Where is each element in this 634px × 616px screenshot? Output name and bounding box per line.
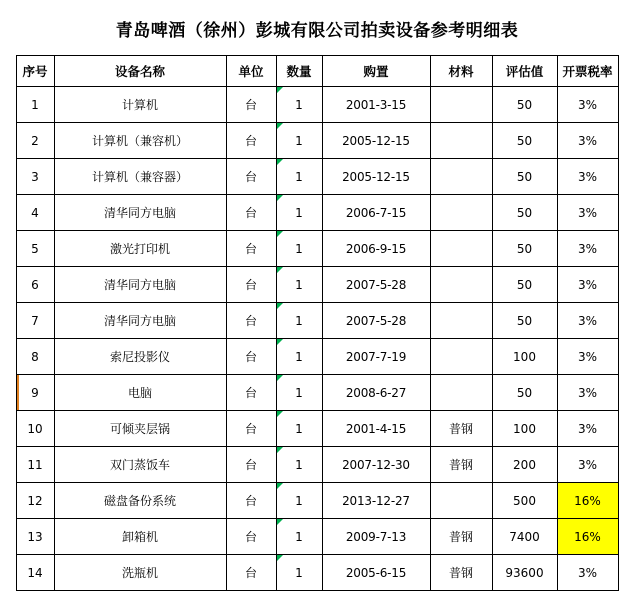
cell-seq[interactable]: 13 xyxy=(16,519,54,555)
cell-name[interactable]: 洗瓶机 xyxy=(54,555,226,591)
table-row xyxy=(16,447,618,483)
table-row xyxy=(16,339,618,375)
cell-name[interactable]: 清华同方电脑 xyxy=(54,267,226,303)
table-row xyxy=(16,375,618,411)
cell-tax[interactable]: 3% xyxy=(557,555,618,591)
cell-material[interactable] xyxy=(430,123,492,159)
cell-material[interactable] xyxy=(430,339,492,375)
cell-seq[interactable]: 9 xyxy=(16,375,54,411)
cell-value[interactable]: 50 xyxy=(492,87,557,123)
cell-tax[interactable]: 3% xyxy=(557,339,618,375)
cell-name[interactable]: 清华同方电脑 xyxy=(54,195,226,231)
cell-tax[interactable]: 3% xyxy=(557,267,618,303)
cell-tax[interactable]: 16% xyxy=(557,483,618,519)
cell-value[interactable]: 50 xyxy=(492,195,557,231)
column-header-material: 材料 xyxy=(430,56,492,87)
cell-name[interactable]: 计算机（兼容器） xyxy=(54,159,226,195)
cell-qty[interactable]: 1 xyxy=(276,303,322,339)
cell-unit[interactable]: 台 xyxy=(226,231,276,267)
cell-seq[interactable]: 1 xyxy=(16,87,54,123)
cell-date[interactable]: 2006-9-15 xyxy=(322,231,430,267)
cell-name[interactable]: 卸箱机 xyxy=(54,519,226,555)
cell-value[interactable]: 100 xyxy=(492,411,557,447)
cell-date[interactable]: 2008-6-27 xyxy=(322,375,430,411)
cell-unit[interactable]: 台 xyxy=(226,447,276,483)
cell-date[interactable]: 2009-7-13 xyxy=(322,519,430,555)
column-header-name: 设备名称 xyxy=(54,56,226,87)
table-row xyxy=(16,555,618,591)
cell-tax[interactable]: 16% xyxy=(557,519,618,555)
table-row xyxy=(16,159,618,195)
cell-unit[interactable]: 台 xyxy=(226,303,276,339)
cell-unit[interactable]: 台 xyxy=(226,123,276,159)
cell-date[interactable]: 2007-5-28 xyxy=(322,303,430,339)
cell-date[interactable]: 2007-12-30 xyxy=(322,447,430,483)
table-row xyxy=(16,303,618,339)
cell-material[interactable]: 普钢 xyxy=(430,519,492,555)
cell-value[interactable]: 100 xyxy=(492,339,557,375)
cell-material[interactable]: 普钢 xyxy=(430,411,492,447)
cell-value[interactable]: 50 xyxy=(492,123,557,159)
cell-value[interactable]: 200 xyxy=(492,447,557,483)
cell-tax[interactable]: 3% xyxy=(557,195,618,231)
cell-tax[interactable]: 3% xyxy=(557,87,618,123)
table-row xyxy=(16,411,618,447)
cell-date[interactable]: 2005-12-15 xyxy=(322,159,430,195)
cell-unit[interactable]: 台 xyxy=(226,87,276,123)
cell-seq[interactable]: 10 xyxy=(16,411,54,447)
cell-unit[interactable]: 台 xyxy=(226,555,276,591)
cell-qty[interactable]: 1 xyxy=(276,159,322,195)
table-row xyxy=(16,87,618,123)
cell-qty[interactable]: 1 xyxy=(276,123,322,159)
cell-material[interactable] xyxy=(430,159,492,195)
cell-unit[interactable]: 台 xyxy=(226,267,276,303)
table-row xyxy=(16,483,618,519)
table-row xyxy=(16,267,618,303)
cell-tax[interactable]: 3% xyxy=(557,159,618,195)
cell-material[interactable]: 普钢 xyxy=(430,447,492,483)
cell-unit[interactable]: 台 xyxy=(226,159,276,195)
cell-name[interactable]: 双门蒸饭车 xyxy=(54,447,226,483)
cell-qty[interactable]: 1 xyxy=(276,339,322,375)
cell-name[interactable]: 电脑 xyxy=(54,375,226,411)
cell-unit[interactable]: 台 xyxy=(226,375,276,411)
cell-unit[interactable]: 台 xyxy=(226,483,276,519)
cell-name[interactable]: 索尼投影仪 xyxy=(54,339,226,375)
cell-date[interactable]: 2013-12-27 xyxy=(322,483,430,519)
cell-unit[interactable]: 台 xyxy=(226,339,276,375)
cell-seq[interactable]: 11 xyxy=(16,447,54,483)
table-row xyxy=(16,123,618,159)
cell-name[interactable]: 计算机（兼容机） xyxy=(54,123,226,159)
cell-date[interactable]: 2007-5-28 xyxy=(322,267,430,303)
cell-unit[interactable]: 台 xyxy=(226,519,276,555)
cell-qty[interactable]: 1 xyxy=(276,447,322,483)
cell-name[interactable]: 清华同方电脑 xyxy=(54,303,226,339)
cell-value[interactable]: 50 xyxy=(492,375,557,411)
column-header-unit: 单位 xyxy=(226,56,276,87)
cell-seq[interactable]: 4 xyxy=(16,195,54,231)
cell-material[interactable] xyxy=(430,303,492,339)
column-header-date: 购置 xyxy=(322,56,430,87)
cell-material[interactable]: 普钢 xyxy=(430,555,492,591)
cell-qty[interactable]: 1 xyxy=(276,231,322,267)
column-header-tax: 开票税率 xyxy=(557,56,618,87)
cell-seq[interactable]: 6 xyxy=(16,267,54,303)
cell-unit[interactable]: 台 xyxy=(226,195,276,231)
cell-seq[interactable]: 12 xyxy=(16,483,54,519)
table-row xyxy=(16,231,618,267)
cell-qty[interactable]: 1 xyxy=(276,267,322,303)
table-row xyxy=(16,195,618,231)
cell-material[interactable] xyxy=(430,195,492,231)
equipment-table xyxy=(16,55,619,591)
cell-tax[interactable]: 3% xyxy=(557,375,618,411)
cell-date[interactable]: 2005-12-15 xyxy=(322,123,430,159)
cell-tax[interactable]: 3% xyxy=(557,231,618,267)
cell-qty[interactable]: 1 xyxy=(276,555,322,591)
table-header-row xyxy=(16,56,618,87)
cell-seq[interactable]: 8 xyxy=(16,339,54,375)
cell-name[interactable]: 磁盘备份系统 xyxy=(54,483,226,519)
cell-seq[interactable]: 7 xyxy=(16,303,54,339)
table-body xyxy=(16,87,618,591)
cell-name[interactable]: 计算机 xyxy=(54,87,226,123)
cell-value[interactable]: 93600 xyxy=(492,555,557,591)
cell-date[interactable]: 2005-6-15 xyxy=(322,555,430,591)
cell-date[interactable]: 2001-3-15 xyxy=(322,87,430,123)
cell-value[interactable]: 50 xyxy=(492,303,557,339)
cell-value[interactable]: 7400 xyxy=(492,519,557,555)
cell-qty[interactable]: 1 xyxy=(276,195,322,231)
cell-name[interactable]: 可倾夹层锅 xyxy=(54,411,226,447)
cell-name[interactable]: 激光打印机 xyxy=(54,231,226,267)
cell-material[interactable] xyxy=(430,375,492,411)
cell-tax[interactable]: 3% xyxy=(557,447,618,483)
cell-tax[interactable]: 3% xyxy=(557,303,618,339)
table-row xyxy=(16,519,618,555)
column-header-seq: 序号 xyxy=(16,56,54,87)
column-header-qty: 数量 xyxy=(276,56,322,87)
cell-tax[interactable]: 3% xyxy=(557,123,618,159)
cell-material[interactable] xyxy=(430,231,492,267)
column-header-value: 评估值 xyxy=(492,56,557,87)
cell-value[interactable]: 50 xyxy=(492,159,557,195)
cell-unit[interactable]: 台 xyxy=(226,411,276,447)
cell-tax[interactable]: 3% xyxy=(557,411,618,447)
cell-seq[interactable]: 2 xyxy=(16,123,54,159)
cell-qty[interactable]: 1 xyxy=(276,87,322,123)
cell-material[interactable] xyxy=(430,267,492,303)
cell-qty[interactable]: 1 xyxy=(276,483,322,519)
cell-seq[interactable]: 14 xyxy=(16,555,54,591)
cell-qty[interactable]: 1 xyxy=(276,411,322,447)
cell-date[interactable]: 2007-7-19 xyxy=(322,339,430,375)
page-title: 青岛啤酒（徐州）彭城有限公司拍卖设备参考明细表 xyxy=(115,21,519,41)
cell-value[interactable]: 500 xyxy=(492,483,557,519)
cell-value[interactable]: 50 xyxy=(492,267,557,303)
cell-date[interactable]: 2006-7-15 xyxy=(322,195,430,231)
cell-material[interactable] xyxy=(430,87,492,123)
cell-value[interactable]: 50 xyxy=(492,231,557,267)
cell-material[interactable] xyxy=(430,483,492,519)
cell-qty[interactable]: 1 xyxy=(276,519,322,555)
cell-qty[interactable]: 1 xyxy=(276,375,322,411)
cell-seq[interactable]: 3 xyxy=(16,159,54,195)
cell-date[interactable]: 2001-4-15 xyxy=(322,411,430,447)
cell-seq[interactable]: 5 xyxy=(16,231,54,267)
